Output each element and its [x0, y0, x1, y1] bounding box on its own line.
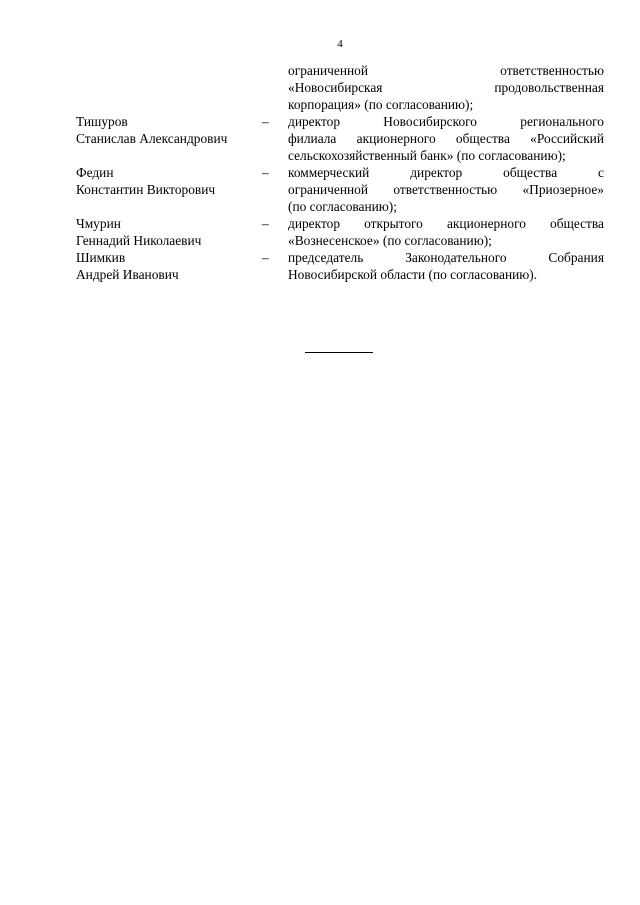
description-line: директор открытого акционерного общества — [288, 216, 604, 231]
member-surname: Федин — [76, 165, 114, 180]
members-list — [76, 62, 604, 283]
member-description — [288, 215, 604, 249]
member-dash: – — [262, 114, 269, 129]
member-description — [288, 113, 604, 164]
description-line: коммерческий директор общества с — [288, 165, 604, 180]
member-name — [76, 113, 262, 147]
description-line: ограниченной ответственностью — [288, 63, 604, 78]
member-description — [288, 62, 604, 113]
page-number: 4 — [337, 38, 343, 50]
member-surname: Тишуров — [76, 114, 128, 129]
description-line: сельскохозяйственный банк» (по согласованию); — [288, 148, 566, 163]
member-given-names: Андрей Иванович — [76, 267, 179, 282]
member-surname: Шимкив — [76, 250, 126, 265]
member-row-continued — [76, 62, 604, 113]
description-line: председатель Законодательного Собрания — [288, 250, 604, 265]
member-dash: – — [262, 165, 269, 180]
member-given-names: Станислав Александрович — [76, 131, 228, 146]
description-line: Новосибирской области (по согласованию). — [288, 267, 538, 282]
description-line: ограниченной ответственностью «Приозерное» — [288, 182, 604, 197]
member-name — [76, 249, 262, 283]
member-description — [288, 164, 604, 215]
member-row-chmurin — [76, 215, 604, 249]
description-line: (по согласованию); — [288, 199, 397, 214]
member-surname: Чмурин — [76, 216, 121, 231]
member-given-names: Геннадий Николаевич — [76, 233, 202, 248]
member-given-names: Константин Викторович — [76, 182, 216, 197]
description-line: «Вознесенское» (по согласованию); — [288, 233, 492, 248]
member-name — [76, 164, 262, 198]
member-row-tishurov — [76, 113, 604, 164]
member-name — [76, 215, 262, 249]
description-line: корпорация» (по согласованию); — [288, 97, 474, 112]
end-of-document-rule — [305, 352, 373, 353]
member-dash: – — [262, 216, 269, 231]
description-line: «Новосибирская продовольственная — [288, 80, 604, 95]
description-line: директор Новосибирского регионального — [288, 114, 604, 129]
member-row-shimkiv — [76, 249, 604, 283]
member-row-fedin — [76, 164, 604, 215]
description-line: филиала акционерного общества «Российский — [288, 131, 604, 146]
member-dash: – — [262, 250, 269, 265]
member-description — [288, 249, 604, 283]
